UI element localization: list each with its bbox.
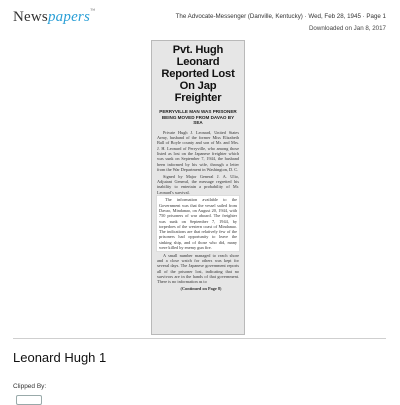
source-line: The Advocate-Messenger (Danville, Kentucky) · Wed, Feb 28, 1945 · Page 1 bbox=[175, 13, 386, 20]
clipping-paragraph: Private Hugh J. Leonard, United States Army, husband of the former Miss Elizabeth Ball of Boyle county and son of Mr. and Mrs. J. H. Leonard of Perryville, who among those listed as lost on the Japanese freighter which was sunk on September 7, 1944, the husband been informed by his wife, through a letter from the War Department in Washington, D. C. bbox=[157, 129, 239, 172]
source-meta bbox=[176, 11, 386, 35]
clipped-by-label: Clipped By: bbox=[13, 383, 47, 390]
clipping-area bbox=[0, 40, 400, 336]
clipping-continued: (Continued on Page 8) bbox=[180, 286, 222, 292]
clipping-body bbox=[157, 130, 239, 292]
clipping-paragraph: Signed by Major General J. A. Ulio, Adjutant General, the message regretted his inability to entertain a probability of Mr. Leonard's survival. bbox=[157, 173, 239, 195]
logo-trademark: ™ bbox=[90, 9, 96, 14]
page-header bbox=[0, 0, 400, 40]
divider bbox=[13, 338, 386, 339]
clipping-headline: Pvt. Hugh Leonard Reported Lost On Jap Freighter bbox=[161, 44, 235, 104]
clipping-paragraph-highlighted: The information available to the Government was that the vessel sailed from Davao, Mindanao, on August 20, 1944, with 750 prisoners of war aboard. The freighter was sunk on September 7, 1944, by torpedoes of the western coast of Mindanao. The indications are that relatively few of the prisoners had opportunity to leave the sinking ship, and of those who did, many were killed by enemy gun fire. bbox=[159, 197, 237, 251]
clipping-paragraph: A small number managed to reach shore and a close watch for others was kept for several days. The Japanese government reports all of the prisoner lost, indicating that no survivors are in the hands of that government. There is no information as to bbox=[157, 252, 239, 285]
clipper-profile-button[interactable] bbox=[16, 395, 42, 405]
newspaper-clipping[interactable] bbox=[151, 40, 245, 335]
downloaded-date: Downloaded on Jan 8, 2017 bbox=[308, 25, 386, 32]
clipping-subhead: PERRYVILLE MAN WAS PRISONER BEING MOVED FROM DAVAO BY SEA bbox=[159, 109, 237, 126]
newspapers-logo[interactable] bbox=[13, 9, 95, 26]
clipping-title: Leonard Hugh 1 bbox=[13, 350, 107, 365]
logo-text: Newspapers bbox=[13, 9, 91, 25]
